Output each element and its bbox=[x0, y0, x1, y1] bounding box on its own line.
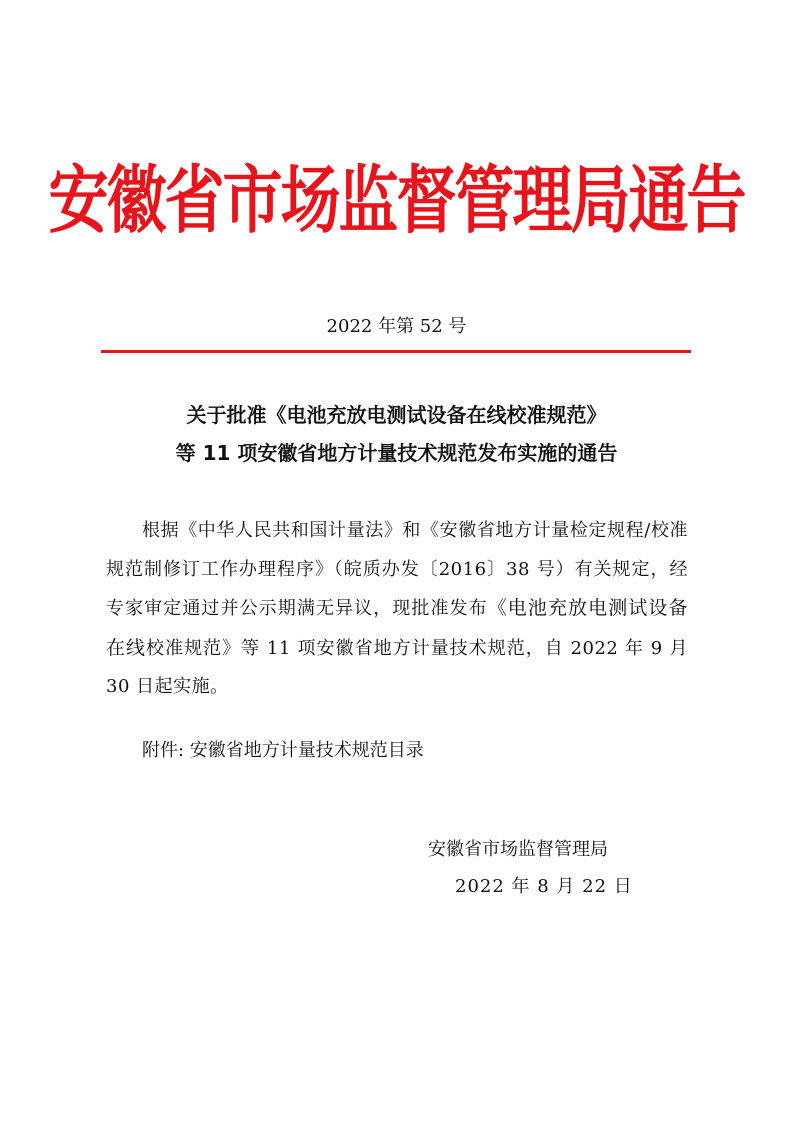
notice-title-line-2: 等 11 项安徽省地方计量技术规范发布实施的通告 bbox=[175, 441, 618, 465]
body-text-part-1: 根据《中华人民共和国计量法》和《安徽省地方计量检定规程/校准规范制修订工作办理程序》（皖质办发〔2016〕38 号）有关规定，经专家审定通过并公示期满无异议，现批准发布 bbox=[106, 520, 688, 619]
body-text-part-3: 校准规范》等 11 项安徽省地方计量技术规范，自 2022 年 9 月 30 日起实施。 bbox=[106, 637, 688, 697]
issuer-signature: 安徽省市场监督管理局 bbox=[428, 839, 608, 860]
attachment-line: 附件: 安徽省地方计量技术规范目录 bbox=[142, 740, 424, 761]
body-text-part-2: 《电池充放电测试设备在线 bbox=[106, 597, 688, 659]
issue-date: 2022 年 8 月 22 日 bbox=[455, 876, 633, 897]
notice-title-line-1: 关于批准《电池充放电测试设备在线校准规范》 bbox=[186, 403, 607, 427]
notice-title bbox=[100, 396, 693, 472]
masthead-title: 安徽省市场监督管理局通告 bbox=[48, 158, 745, 244]
red-divider-line bbox=[101, 350, 691, 353]
document-number: 2022 年第 52 号 bbox=[326, 316, 467, 337]
body-paragraph bbox=[106, 512, 688, 707]
